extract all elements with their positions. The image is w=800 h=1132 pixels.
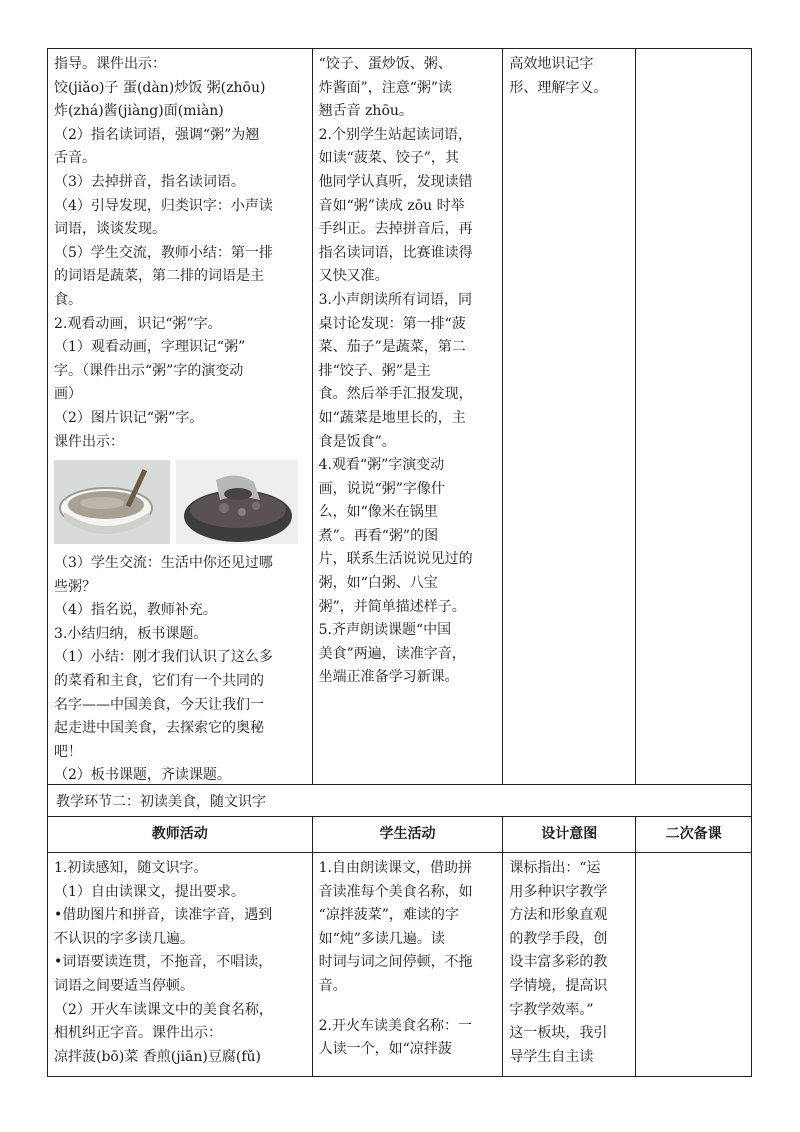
text-line: 炸(zhá)酱(jiàng)面(miàn) xyxy=(54,103,224,120)
text-line: 音。 xyxy=(318,977,347,994)
text-line: 高效地识记字 xyxy=(509,56,594,72)
eight-treasure-porridge-image xyxy=(176,460,298,544)
text-line: 菜、茄子”是蔬菜，第二 xyxy=(318,339,466,356)
text-line: 么，如“像米在锅里 xyxy=(318,504,438,521)
text-line: 3.小声朗读所有词语，同 xyxy=(318,291,472,308)
text-line: 粥”，并简单描述样子。 xyxy=(318,598,466,615)
text-line: 方法和形象直观 xyxy=(509,907,608,924)
text-line: 5.齐声朗读课题“中国 xyxy=(318,622,452,639)
text-line: 2.开火车读美食名称：一 xyxy=(318,1017,472,1034)
text-line: 时词与词之间停顿，不拖 xyxy=(318,954,473,971)
text-line: 1.初读感知，随文识字。 xyxy=(54,860,208,876)
text-line: 食。 xyxy=(54,291,82,308)
student-activity-cell xyxy=(313,853,504,1077)
text-line: 食。然后举手汇报发现， xyxy=(318,386,473,403)
text-line: 炸酱面”，注意“粥”读 xyxy=(318,79,453,96)
text-line: 桌讨论发现：第一排“菠 xyxy=(318,315,466,332)
text-line: 的教学手段，创 xyxy=(509,930,608,947)
text-line: 人读一个，如“凉拌菠 xyxy=(318,1041,452,1058)
text-line: “凉拌菠菜”，难读的字 xyxy=(318,907,459,924)
text-line: 音如“粥”读成 zōu 时举 xyxy=(318,197,465,214)
section-heading: 教学环节二：初读美食，随文识字 xyxy=(48,785,752,817)
text-line: 指导。课件出示： xyxy=(54,56,166,72)
lesson-plan-table xyxy=(47,48,752,1077)
text-line: 煮”。再看“粥”的图 xyxy=(318,527,439,544)
text-line: 舌音。 xyxy=(54,150,96,167)
table-row xyxy=(47,785,752,817)
text-line: 食是饭食”。 xyxy=(318,433,396,450)
header-teacher-activity: 教师活动 xyxy=(48,817,313,853)
text-line: 如“蔬菜是地里长的，主 xyxy=(318,409,466,426)
text-line: 画） xyxy=(54,386,82,403)
text-line: 2.个别学生站起读词语， xyxy=(318,126,472,143)
text-line: 画，说说“粥”字像什 xyxy=(318,480,445,497)
text-line: 指名读词语，比赛谁读得 xyxy=(318,244,473,261)
text-line: 不认识的字多读几遍。 xyxy=(54,930,194,947)
text-line: 如读“菠菜、饺子”，其 xyxy=(318,150,459,167)
student-activity-cell xyxy=(313,49,504,785)
text-line: 字教学效率。” xyxy=(509,1001,594,1018)
text-line: 词语，谈谈发现。 xyxy=(54,221,166,238)
text-line: 起走进中国美食，去探索它的奥秘 xyxy=(54,720,264,737)
porridge-images xyxy=(54,460,306,544)
text-line: 导学生自主读 xyxy=(509,1048,594,1065)
text-line: 用多种识字教学 xyxy=(509,883,608,900)
porridge-bowl-image xyxy=(54,460,170,544)
header-second-prep: 二次备课 xyxy=(636,817,752,853)
text-line: （4）指名说，教师补充。 xyxy=(54,602,217,619)
text-line: 的菜肴和主食，它们有一个共同的 xyxy=(54,673,264,690)
text-line: 设丰富多彩的教 xyxy=(509,954,608,971)
text-line: 名字——中国美食，今天让我们一 xyxy=(54,696,264,713)
teacher-activity-cell xyxy=(48,49,313,785)
text-line: （2）指名读词语，强调“粥”为翘 xyxy=(54,126,260,143)
text-line: 3.小结归纳，板书课题。 xyxy=(54,625,208,642)
text-line: 相机纠正字音。课件出示： xyxy=(54,1025,222,1042)
text-line: （2）图片识记“粥”字。 xyxy=(54,409,204,426)
text-line: 音读准每个美食名称，如 xyxy=(318,883,473,900)
text-line: 粥，如“白粥、八宝 xyxy=(318,575,438,592)
second-prep-cell xyxy=(636,49,752,785)
text-line: （5）学生交流，教师小结：第一排 xyxy=(54,244,273,261)
text-line: 的词语是蔬菜，第二排的词语是主 xyxy=(54,268,264,285)
text-line: （3）去掉拼音，指名读词语。 xyxy=(54,173,245,190)
header-design-intent: 设计意图 xyxy=(503,817,636,853)
text-line: （1）自由读课文，提出要求。 xyxy=(54,883,245,900)
text-line: 学情境，提高识 xyxy=(509,977,608,994)
text-line: 课件出示： xyxy=(54,433,124,450)
text-line: 课标指出：“运 xyxy=(509,860,601,876)
text-line: 吧！ xyxy=(54,743,82,760)
text-line: （2）板书课题，齐读课题。 xyxy=(54,767,231,784)
text-line: 手纠正。去掉拼音后，再 xyxy=(318,221,473,238)
table-row xyxy=(47,853,752,1077)
text-line: 1.自由朗读课文，借助拼 xyxy=(318,860,472,876)
text-line: （2）开火车读课文中的美食名称， xyxy=(54,1001,273,1018)
text-line: 词语之间要适当停顿。 xyxy=(54,977,194,994)
table-row xyxy=(47,49,752,785)
text-line: 坐端正准备学习新课。 xyxy=(318,669,459,686)
text-line: 字。（课件出示“粥”字的演变动 xyxy=(54,362,244,379)
text-line: •借助图片和拼音，读准字音，遇到 xyxy=(54,907,273,924)
text-line: 些粥？ xyxy=(54,578,96,595)
text-line: 形、理解字义。 xyxy=(509,79,608,96)
text-line: （4）引导发现，归类识字：小声读 xyxy=(54,197,273,214)
design-intent-cell xyxy=(503,49,636,785)
text-line: 翘舌音 zhōu。 xyxy=(318,103,413,120)
text-line: 饺(jiǎo)子 蛋(dàn)炒饭 粥(zhōu) xyxy=(54,79,266,96)
text-line: 又快又准。 xyxy=(318,268,389,285)
header-student-activity: 学生活动 xyxy=(313,817,504,853)
text-line: （1）小结：刚才我们认识了这么多 xyxy=(54,649,273,666)
text-line: “饺子、蛋炒饭、粥、 xyxy=(318,56,452,72)
text-line: 4.观看“粥”字演变动 xyxy=(318,457,445,474)
design-intent-cell xyxy=(503,853,636,1077)
teacher-activity-cell xyxy=(48,853,313,1077)
text-line: 凉拌菠(bō)菜 香煎(jiān)豆腐(fǔ) xyxy=(54,1048,261,1065)
table-header-row xyxy=(47,817,752,853)
second-prep-cell xyxy=(636,853,752,1077)
text-line: 这一板块，我引 xyxy=(509,1025,608,1042)
text-line: （1）观看动画，字理识记“粥” xyxy=(54,339,246,356)
text-line: 片，联系生活说说见过的 xyxy=(318,551,473,568)
text-line: 排“饺子、粥”是主 xyxy=(318,362,431,379)
text-line: 他同学认真听，发现读错 xyxy=(318,173,473,190)
text-line: 2.观看动画，识记“粥”字。 xyxy=(54,315,222,332)
text-line: 美食”两遍，读准字音， xyxy=(318,645,466,662)
text-line: 如“炖”多读几遍。读 xyxy=(318,930,445,947)
text-line: （3）学生交流：生活中你还见过哪 xyxy=(54,555,273,572)
text-line: •词语要读连贯，不拖音，不唱读， xyxy=(54,954,273,971)
